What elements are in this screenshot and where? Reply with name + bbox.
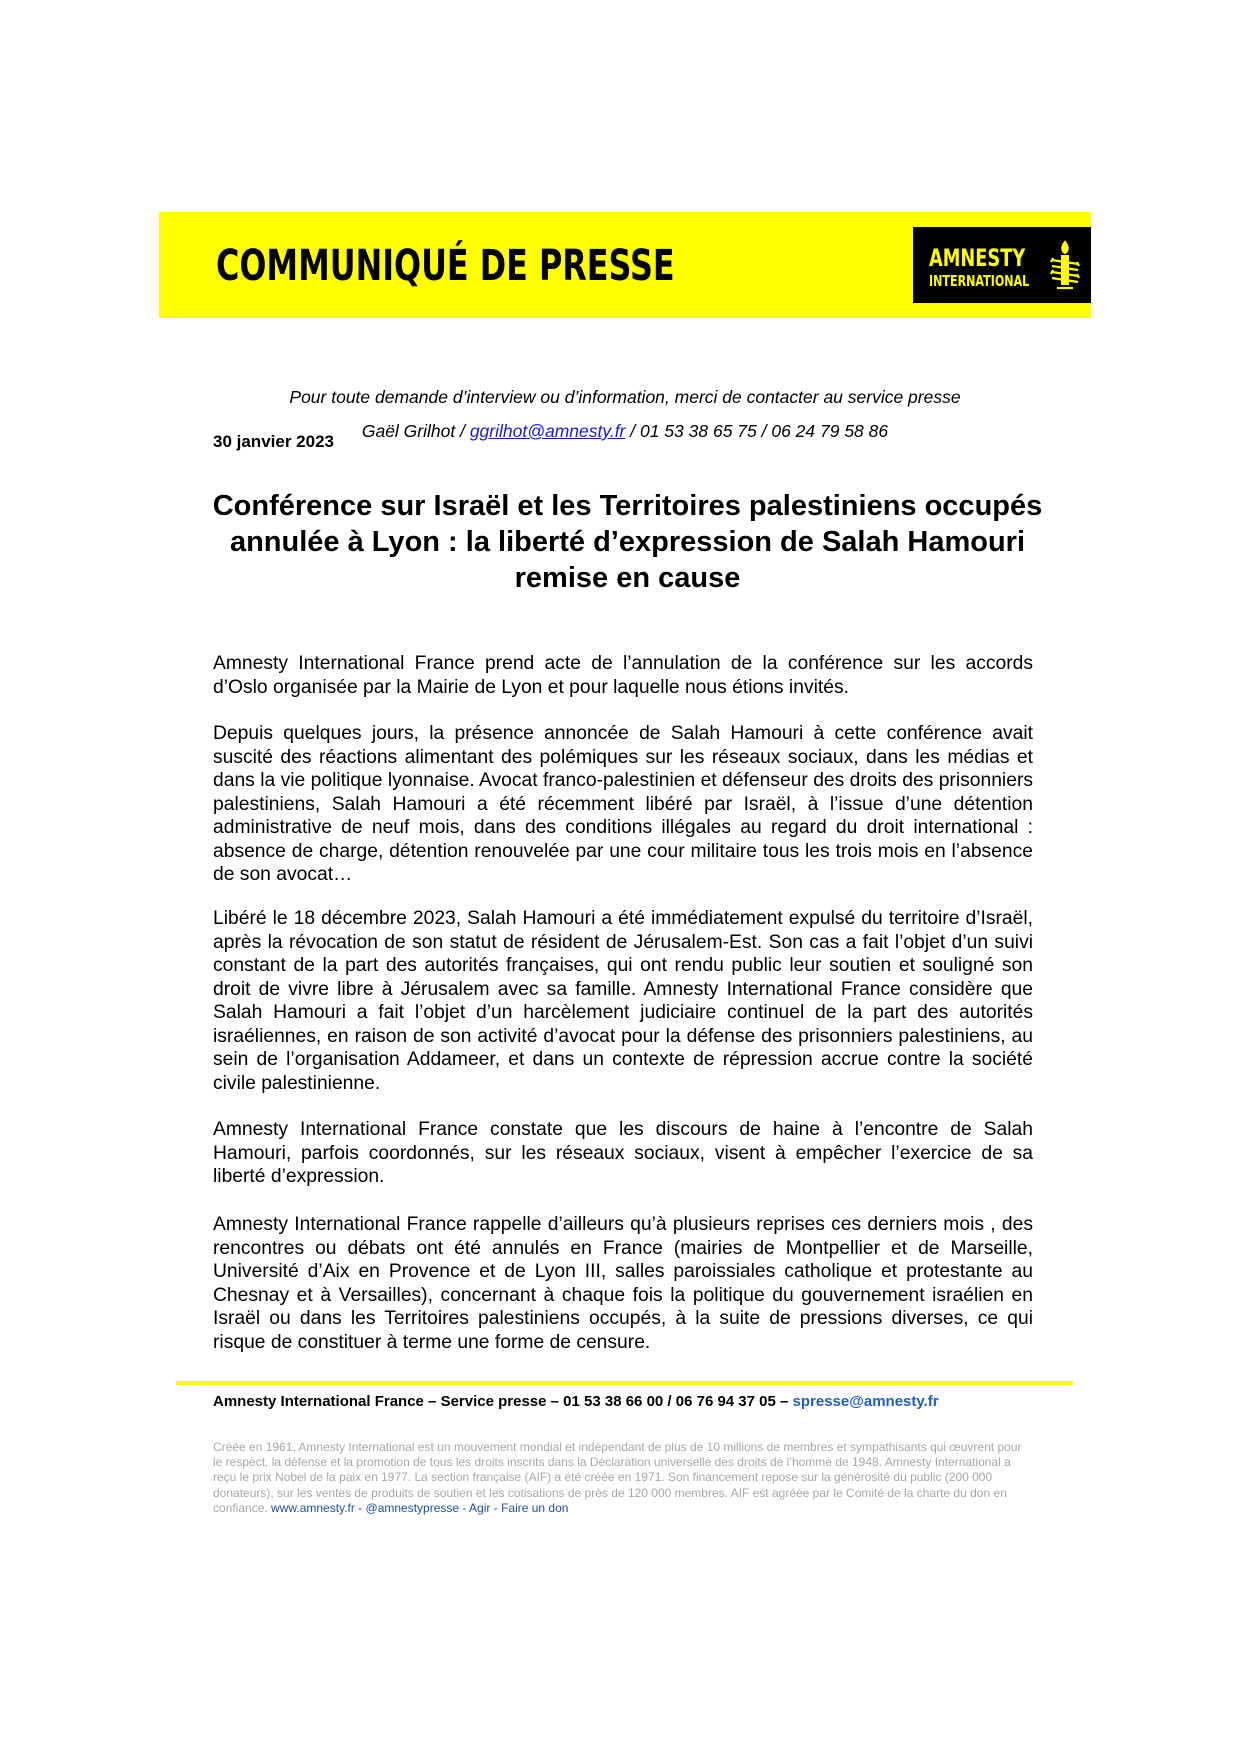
candle-barbed-wire-icon: [1049, 238, 1081, 294]
release-date: 30 janvier 2023: [213, 432, 334, 451]
footer-contact-text: Amnesty International France – Service presse – 01 53 38 66 00 / 06 76 94 37 05 –: [213, 1393, 793, 1410]
contact-email-link[interactable]: ggrilhot@amnesty.fr: [469, 421, 626, 441]
logo-international-text: INTERNATIONAL: [929, 272, 1030, 290]
paragraph-1: Amnesty International France prend acte de l’annulation de la conférence sur les accords d’Oslo organisée par la Mairie de Lyon et pour laquelle nous étions invités.: [213, 653, 1033, 698]
footer-email-link[interactable]: spresse@amnesty.fr: [792, 1393, 939, 1410]
paragraph-3: Libéré le 18 décembre 2023, Salah Hamouri a été immédiatement expulsé du territoire d’Israël, après la révocation de son statut de résident de Jérusalem-Est. Son cas a fait l’objet d’un suivi constant de la part des autorités françaises, qui ont rendu public leur soutien et souligné son droit de vivre libre à Jérusalem avec sa famille. Amnesty International France considère que Salah Hamouri a fait l’objet d’un harcèlement judiciaire continuel de la part des autorités israéliennes, en raison de son activité d’avocat pour la défense des prisonniers palestiniens, au sein de l’organisation Addameer, et dans un contexte de répression accrue contre la société civile palestinienne.: [213, 908, 1033, 1094]
contact-name: Gaël Grilhot /: [361, 421, 470, 441]
contact-intro: Pour toute demande d’interview ou d’information, merci de contacter au service presse: [289, 387, 961, 407]
paragraph-4: Amnesty International France constate que les discours de haine à l’encontre de Salah Hamouri, parfois coordonnés, sur les réseaux sociaux, visent à empêcher l’exercice de sa liberté d’expression.: [213, 1119, 1033, 1187]
contact-phones: / 01 53 38 65 75 / 06 24 79 58 86: [625, 421, 889, 441]
amnesty-logo: [913, 227, 1091, 303]
headline: Conférence sur Israël et les Territoires palestiniens occupés annulée à Lyon : la liberté d’expression de Salah Hamouri remise en cause: [212, 490, 1043, 594]
fine-print-links[interactable]: www.amnesty.fr - @amnestypresse - Agir - Faire un don: [271, 1500, 569, 1515]
fine-print-text: Créée en 1961, Amnesty International est un mouvement mondial et indépendant de plus de 10 millions de membres et sympathisants qui œuvrent pour le respect, la défense et la promotion de tous les droits inscrits dans la Déclaration universelle des droits de l’homme de 1948. Amnesty International a reçu le prix Nobel de la paix en 1977. La section française (AIF) a été créée en 1971. Son financement repose sur la générosité du public (200 000 donateurs), sur les ventes de produits de soutien et les cotisations de près de 120 000 membres. AIF est agréée par le Comité de la charte du don en confiance.: [213, 1440, 1022, 1515]
paragraph-5: Amnesty International France rappelle d’ailleurs qu’à plusieurs reprises ces derniers mois , des rencontres ou débats ont été annulés en France (mairies de Montpellier et de Marseille, Université d’Aix en Provence et de Lyon III, salles paroissiales catholique et protestante au Chesnay et à Versailles), concernant à chaque fois la politique du gouvernement israélien en Israël ou dans les Territoires palestiniens occupés, à la suite de pressions diverses, ce qui risque de constituer à terme une forme de censure.: [213, 1214, 1033, 1353]
footer-rule: [176, 1381, 1073, 1385]
paragraph-2: Depuis quelques jours, la présence annoncée de Salah Hamouri à cette conférence avait suscité des réactions alimentant des polémiques sur les réseaux sociaux, dans les médias et dans la vie politique lyonnaise. Avocat franco-palestinien et défenseur des droits des prisonniers palestiniens, Salah Hamouri a été récemment libéré par Israël, à l’issue d’une détention administrative de neuf mois, dans des conditions illégales au regard du droit international : absence de charge, détention renouvelée par une cour militaire tous les trois mois en l’absence de son avocat…: [213, 723, 1033, 885]
footer-fine-print: [213, 1440, 1033, 1516]
press-release-banner: [159, 212, 1091, 318]
banner-title: COMMUNIQUÉ DE PRESSE: [216, 241, 675, 291]
footer-contact-line: [213, 1392, 939, 1412]
logo-amnesty-text: AMNESTY: [929, 244, 1026, 272]
